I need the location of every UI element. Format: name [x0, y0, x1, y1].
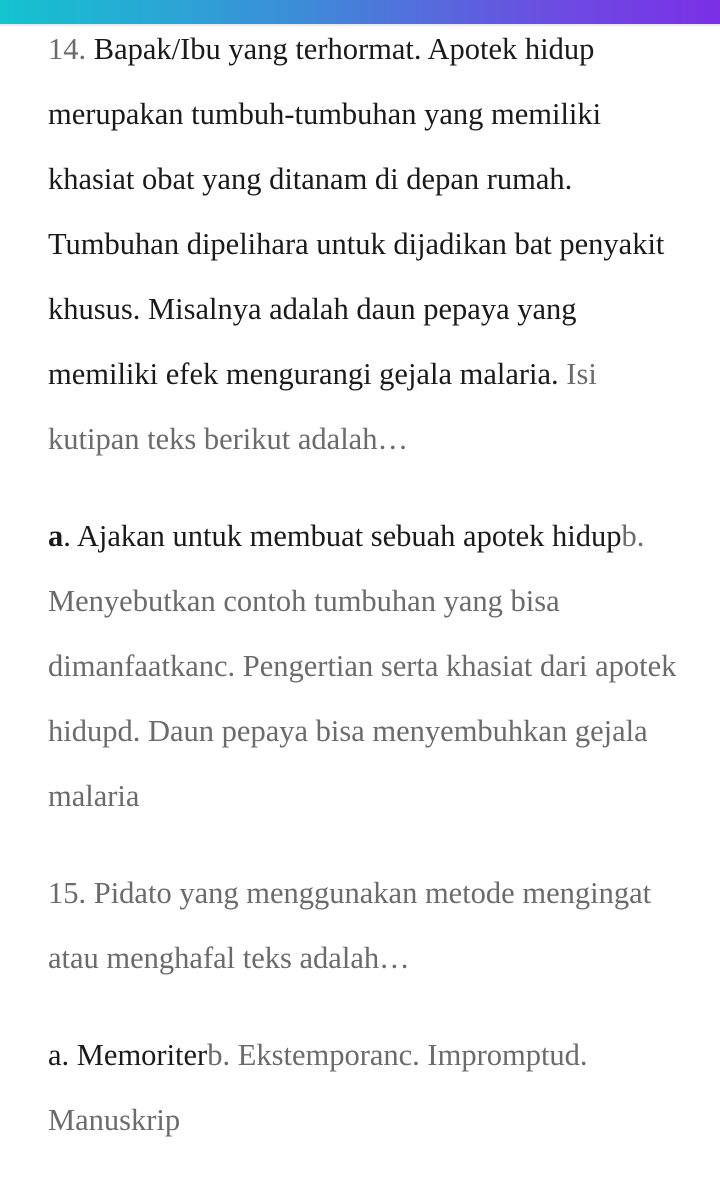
question-14-prompt: Isi kutipan teks berikut adalah…: [48, 357, 597, 456]
answers-15: [48, 1023, 680, 1153]
question-14-body: Bapak/Ibu yang terhormat. Apotek hidup merupakan tumbuh-tumbuhan yang memiliki khasiat obat yang ditanam di depan rumah. Tumbuhan dipelihara untuk dijadikan bat penyakit khusus. Misalnya adalah daun pepaya yang memiliki efek mengurangi gejala malaria.: [48, 32, 665, 391]
answer-14-options: b. Menyebutkan contoh tumbuhan yang bisa dimanfaatkanc. Pengertian serta khasiat dari apotek hidupd. Daun pepaya bisa menyembuhkan gejala malaria: [48, 519, 677, 813]
answer-15-correct: a. Memoriter: [48, 1038, 208, 1072]
answer-15-options: b. Ekstemporanc. Impromptud. Manuskrip: [48, 1038, 588, 1137]
answer-14-correct: . Ajakan untuk membuat sebuah apotek hidup: [63, 519, 622, 553]
answer-14-letter: a: [48, 519, 64, 553]
question-15-text: 15. Pidato yang menggunakan metode mengingat atau menghafal teks adalah…: [48, 876, 652, 975]
question-14: [48, 17, 680, 472]
article-content: [48, 17, 680, 1185]
question-14-number: 14.: [48, 32, 87, 66]
question-15: [48, 861, 680, 991]
answers-14: [48, 504, 680, 829]
